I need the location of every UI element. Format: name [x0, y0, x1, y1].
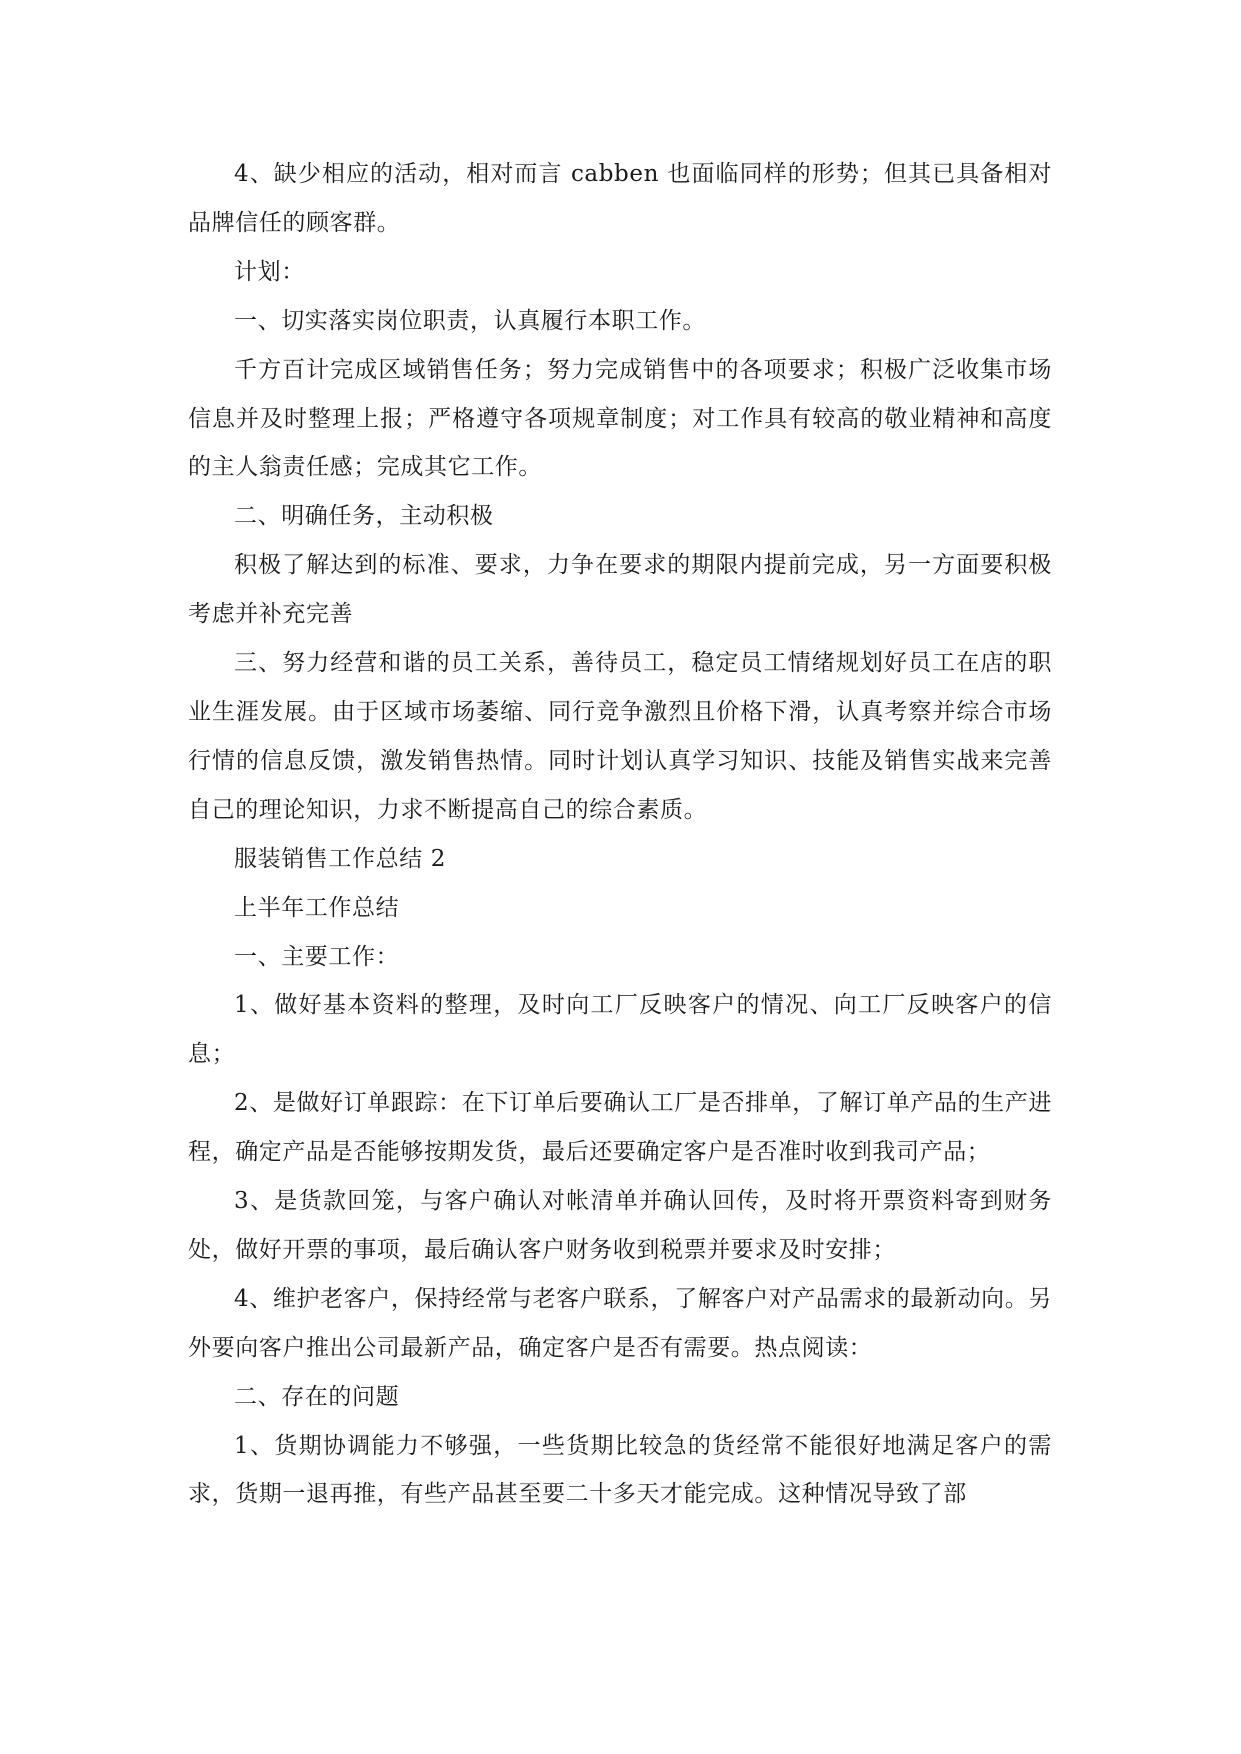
paragraph-plan-label: 计划：	[234, 258, 305, 285]
paragraph-work-item-3: 3、是货款回笼，与客户确认对帐清单并确认回传，及时将开票资料寄到财务处，做好开票的事项，最后确认客户财务收到税票并要求及时安排；	[188, 1188, 1052, 1263]
paragraph-work-item-1: 1、做好基本资料的整理，及时向工厂反映客户的情况、向工厂反映客户的信息；	[188, 992, 1052, 1068]
paragraph-heading-3-employees: 三、努力经营和谐的员工关系，善待员工，稳定员工情绪规划好员工在店的职业生涯发展。由于区域市场萎缩、同行竞争激烈且价格下滑，认真考察并综合市场行情的信息反馈，激发销售热情。同时计划认真学习知识、技能及销售实战来完善自己的理论知识，力求不断提高自己的综合素质。	[188, 650, 1052, 823]
document-body	[188, 150, 1052, 1519]
paragraph-sales-tasks: 千方百计完成区域销售任务；努力完成销售中的各项要求；积极广泛收集市场信息并及时整理上报；严格遵守各项规章制度；对工作具有较高的敬业精神和高度的主人翁责任感；完成其它工作。	[188, 356, 1052, 481]
paragraph-work-item-4: 4、维护老客户，保持经常与老客户联系，了解客户对产品需求的最新动向。另外要向客户推出公司最新产品，确定客户是否有需要。热点阅读：	[188, 1285, 1052, 1361]
paragraph-standards: 积极了解达到的标准、要求，力争在要求的期限内提前完成，另一方面要积极考虑并补充完善	[188, 552, 1052, 628]
section-subtitle-half-year: 上半年工作总结	[234, 894, 400, 921]
paragraph-work-item-2: 2、是做好订单跟踪：在下订单后要确认工厂是否排单，了解订单产品的生产进程，确定产品是否能够按期发货，最后还要确定客户是否准时收到我司产品；	[188, 1090, 1052, 1166]
paragraph-heading-2: 二、明确任务，主动积极	[234, 503, 494, 530]
paragraph-problems-heading: 二、存在的问题	[234, 1383, 400, 1410]
section-title-summary-2: 服装销售工作总结 2	[234, 845, 446, 872]
paragraph-main-work-heading: 一、主要工作：	[234, 943, 400, 970]
paragraph-problem-item-1: 1、货期协调能力不够强，一些货期比较急的货经常不能很好地满足客户的需求，货期一退再推，有些产品甚至要二十多天才能完成。这种情况导致了部	[188, 1432, 1052, 1508]
paragraph-heading-1: 一、切实落实岗位职责，认真履行本职工作。	[234, 307, 706, 334]
paragraph-item-4-lack-activities: 4、缺少相应的活动，相对而言 cabben 也面临同样的形势；但其已具备相对品牌信任的顾客群。	[188, 161, 1052, 236]
